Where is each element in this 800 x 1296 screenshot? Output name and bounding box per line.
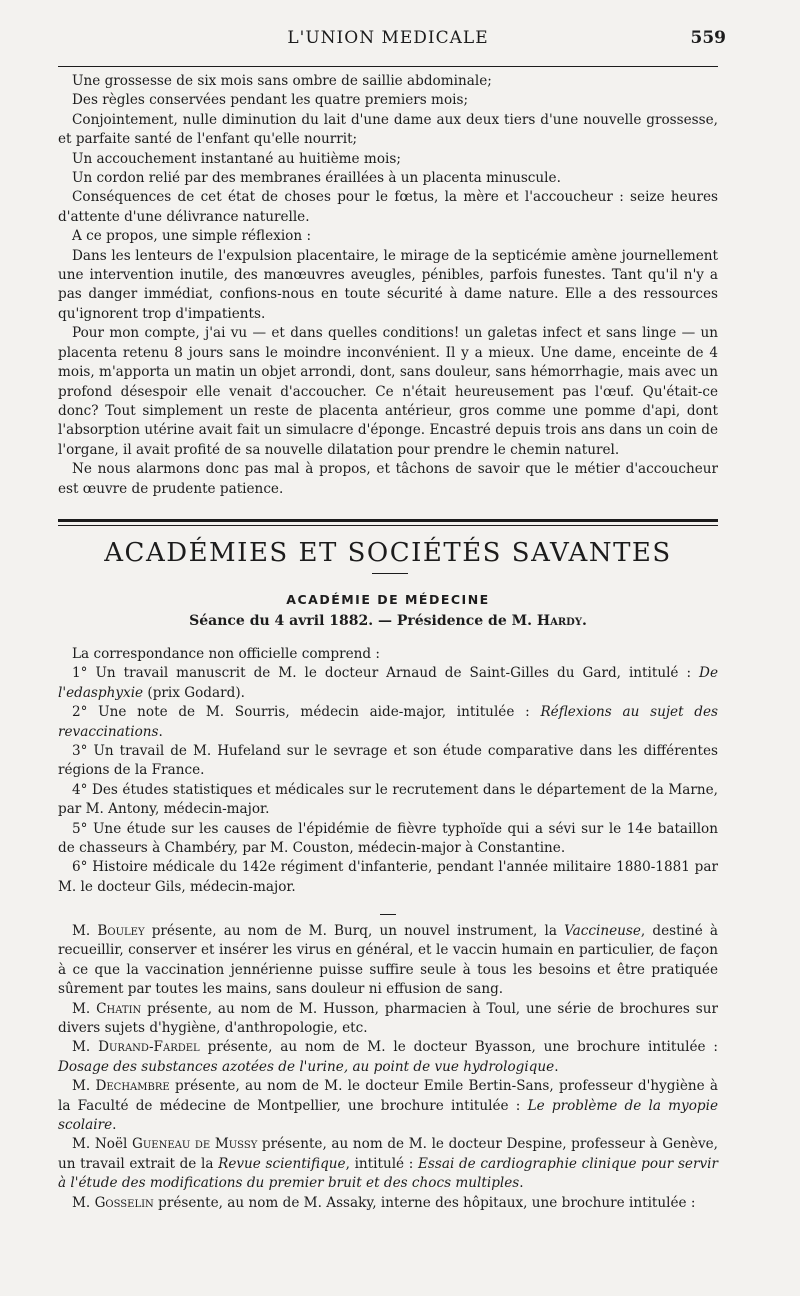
correspondence-intro: La correspondance non officielle comprend : [72, 646, 381, 662]
section-rule-thin [58, 525, 718, 526]
paragraph: Dans les lenteurs de l'expulsion placentaire, le mirage de la septicémie amène journellement une intervention inutile, des manœuvres aveugles, pénibles, parfois funestes. Tant qu'il n'y a pas danger immédiat, confions-nous en toute sécurité à dame nature. Elle a des ressources qu'ignorent trop d'impatients. [58, 247, 718, 322]
paragraph: Une grossesse de six mois sans ombre de saillie abdominale; [72, 73, 492, 89]
paragraph: Un cordon relié par des membranes éraillées à un placenta minuscule. [72, 170, 561, 187]
list-item: M. Chatin présente, au nom de M. Husson, pharmacien à Toul, une série de brochures sur divers sujets d'hygiène, d'anthropologie, etc. [58, 1000, 718, 1037]
list-item: M. Noël Gueneau de Mussy présente, au nom de M. le docteur Despine, professeur à Genève, un travail extrait de la Revue scientifique, intitulé : Essai de cardiographie clinique pour servir à l'étude des modifications du premier bruit et des chocs multiples. [58, 1136, 718, 1192]
list-item: 4° Des études statistiques et médicales sur le recrutement dans le département de la Marne, par M. Antony, médecin-major. [58, 781, 718, 818]
page-header [58, 28, 726, 58]
president-name: Hardy [536, 613, 582, 629]
paragraph: Des règles conservées pendant les quatre premiers mois; [72, 92, 469, 109]
running-title: L'UNION MEDICALE [287, 28, 489, 48]
header-rule [58, 66, 718, 67]
list-item: 3° Un travail de M. Hufeland sur le sevrage et son étude comparative dans les différentes régions de la France. [58, 743, 718, 779]
list-item: M. Dechambre présente, au nom de M. le docteur Emile Bertin-Sans, professeur d'hygiène à la Faculté de médecine de Montpellier, une brochure intitulée : Le problème de la myopie scolaire. [58, 1078, 719, 1134]
section-title: ACADÉMIES ET SOCIÉTÉS SAVANTES [104, 538, 672, 568]
academy-title: ACADÉMIE DE MÉDECINE [286, 592, 490, 607]
list-item: M. Gosselin présente, au nom de M. Assaky, interne des hôpitaux, une brochure intitulée : [72, 1194, 696, 1211]
session-prefix: Séance du 4 avril 1882. — Présidence de M. [189, 613, 537, 629]
session-line [58, 613, 718, 629]
session-suffix: . [581, 613, 587, 629]
list-item: 1° Un travail manuscrit de M. le docteur Arnaud de Saint-Gilles du Gard, intitulé : De l'edasphyxie (prix Godard). [58, 665, 718, 701]
list-item: M. Bouley présente, au nom de M. Burq, un nouvel instrument, la Vaccineuse, destiné à recueillir, conserver et insérer les virus en général, et le vaccin humain en particulier, de façon à ce que la vaccination jennérienne puisse suffire seule à tous les besoins et être pratiquée sûrement par toutes les mains, sans douleur ni effusion de sang. [58, 923, 718, 998]
paragraph: Un accouchement instantané au huitième mois; [72, 150, 401, 167]
page-number: 559 [690, 28, 726, 48]
list-item: 2° Une note de M. Sourris, médecin aide-major, intitulée : Réflexions au sujet des revaccinations. [58, 704, 718, 740]
paragraph: Pour mon compte, j'ai vu — et dans quelles conditions! un galetas infect et sans linge — un placenta retenu 8 jours sans le moindre inconvénient. Il y a mieux. Une dame, enceinte de 4 mois, m'apporta un matin un objet arrondi, dont, sans douleur, sans hémorrhagie, mais avec un profond désespoir elle venait d'accoucher. Ce n'était heureusement pas l'œuf. Qu'était-ce donc? Tout simplement un reste de placenta antérieur, gros comme une pomme d'api, dont l'absorption utérine avait fait un simulacre d'éponge. Encastré depuis trois ans dans un coin de l'organe, il avait profité de sa nouvelle dilatation pour prendre le chemin naturel. [58, 325, 718, 458]
paragraph: A ce propos, une simple réflexion : [72, 228, 312, 245]
list-item: 5° Une étude sur les causes de l'épidémie de fièvre typhoïde qui a sévi sur le 14e bataillon de chasseurs à Chambéry, par M. Couston, médecin-major à Constantine. [58, 820, 718, 857]
title-separator [372, 573, 408, 574]
presentations-list [58, 922, 718, 1213]
item-separator [380, 914, 396, 915]
paragraph: Conjointement, nulle diminution du lait d'une dame aux deux tiers d'une nouvelle grossesse, et parfaite santé de l'enfant qu'elle nourrit; [58, 111, 718, 148]
list-item: M. Durand-Fardel présente, au nom de M. le docteur Byasson, une brochure intitulée : Dosage des substances azotées de l'urine, au point de vue hydrologique. [58, 1039, 718, 1075]
list-item: 6° Histoire médicale du 142e régiment d'infanterie, pendant l'année militaire 1880-1881 par M. le docteur Gils, médecin-major. [58, 859, 718, 895]
paragraph: Ne nous alarmons donc pas mal à propos, et tâchons de savoir que le métier d'accoucheur est œuvre de prudente patience. [58, 461, 718, 497]
section-rule-thick [58, 519, 718, 522]
correspondence-list [58, 645, 718, 897]
article-continuation [58, 72, 718, 499]
paragraph: Conséquences de cet état de choses pour le fœtus, la mère et l'accoucheur : seize heures d'attente d'une délivrance naturelle. [58, 189, 718, 225]
